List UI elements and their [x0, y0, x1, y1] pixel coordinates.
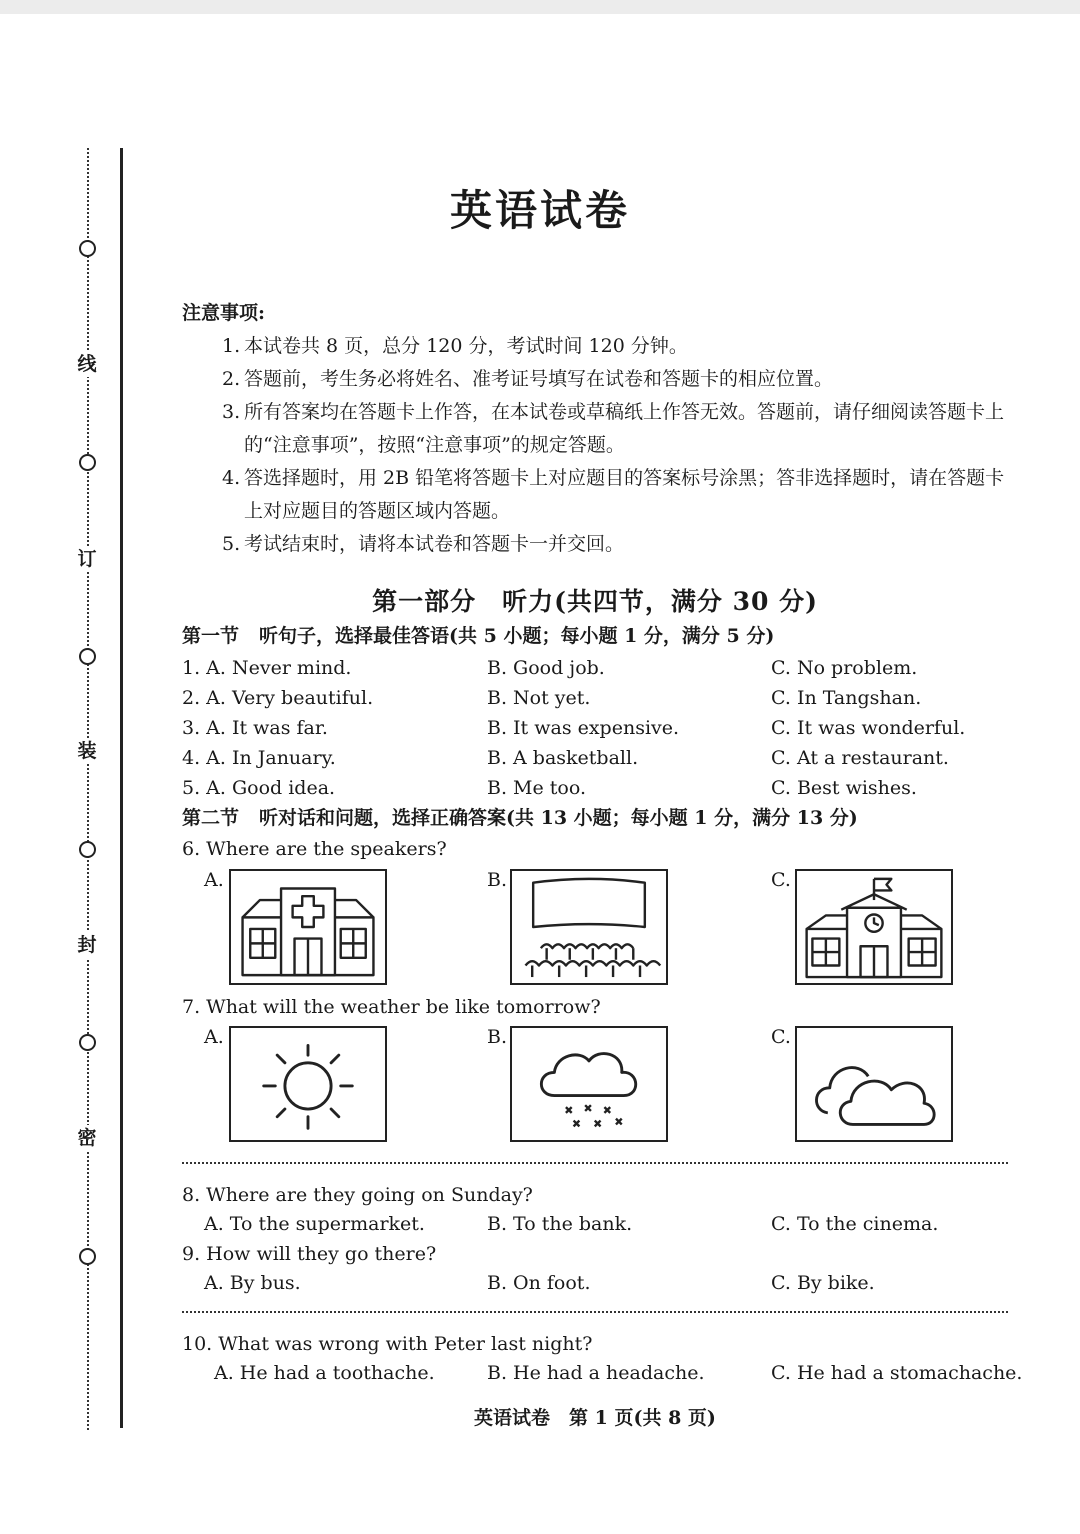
q6-letter-b: B.: [487, 869, 508, 891]
option-b: B. On foot.: [487, 1272, 591, 1294]
notes-heading: 注意事项:: [182, 302, 266, 324]
option-a: A. By bus.: [204, 1272, 301, 1294]
question-7: 7. What will the weather be like tomorrow?: [182, 996, 601, 1018]
note-text: 答选择题时，用 2B 铅笔将答题卡上对应题目的答案标号涂黑；答非选择题时，请在答题卡上对应题目的答题区域内答题。: [244, 467, 1005, 522]
binding-circle: [79, 841, 96, 858]
option-c: C. He had a stomachache.: [771, 1362, 1023, 1384]
q7-letter-c: C.: [771, 1026, 791, 1048]
cinema-icon: [512, 871, 666, 983]
section1-label: 第一节: [182, 625, 240, 647]
school-icon: [797, 871, 951, 983]
note-text: 本试卷共 8 页，总分 120 分，考试时间 120 分钟。: [244, 335, 688, 357]
section1-heading: [182, 622, 774, 650]
part1-heading: 第一部分 听力(共四节，满分 30 分): [372, 587, 818, 616]
question-9-options: [0, 1268, 1080, 1298]
section2-label: 第二节: [182, 807, 240, 829]
question-9: 9. How will they go there?: [182, 1243, 437, 1265]
note-number: 1.: [222, 335, 241, 357]
hospital-icon: [231, 871, 385, 983]
binding-char-mi: 密: [75, 1125, 99, 1151]
binding-char-ding: 订: [75, 546, 99, 572]
binding-circle: [79, 240, 96, 257]
note-text: 所有答案均在答题卡上作答，在本试卷或草稿纸上作答无效。答题前，请仔细阅读答题卡上的“注意事项”，按照“注意事项”的规定答题。: [244, 401, 1005, 456]
option-b: B. He had a headache.: [487, 1362, 705, 1384]
note-item: [182, 462, 1022, 528]
dotted-divider: [182, 1162, 1008, 1164]
question-10-options: [0, 1358, 1080, 1388]
question-10: 10. What was wrong with Peter last night?: [182, 1333, 593, 1355]
note-item: [182, 363, 1022, 396]
binding-char-xian: 线: [75, 351, 99, 377]
note-number: 2.: [222, 368, 241, 390]
note-text: 考试结束时，请将本试卷和答题卡一并交回。: [244, 533, 625, 555]
note-item: [182, 528, 1022, 561]
option-b: B. A basketball.: [487, 747, 639, 769]
option-b: B. It was expensive.: [487, 717, 680, 739]
snow-cloud-icon: [512, 1028, 666, 1140]
option-a: 3. A. It was far.: [182, 717, 328, 739]
option-a: A. He had a toothache.: [214, 1362, 435, 1384]
binding-circle: [79, 1248, 96, 1265]
note-number: 4.: [222, 467, 241, 489]
option-b: B. Good job.: [487, 657, 605, 679]
q6-option-c-image: [795, 869, 953, 985]
top-strip: [0, 0, 1080, 14]
option-a: 2. A. Very beautiful.: [182, 687, 374, 709]
question-row-2: [0, 683, 1080, 713]
question-8: 8. Where are they going on Sunday?: [182, 1184, 533, 1206]
option-c: C. At a restaurant.: [771, 747, 949, 769]
option-a: 4. A. In January.: [182, 747, 336, 769]
note-item: [182, 396, 1022, 462]
note-text: 答题前，考生务必将姓名、准考证号填写在试卷和答题卡的相应位置。: [244, 368, 834, 390]
question-row-5: [0, 773, 1080, 803]
option-b: B. To the bank.: [487, 1213, 633, 1235]
q6-option-a-image: [229, 869, 387, 985]
section2-heading: [182, 804, 858, 832]
question-8-options: [0, 1209, 1080, 1239]
option-c: C. In Tangshan.: [771, 687, 922, 709]
note-number: 3.: [222, 401, 241, 423]
note-item: [182, 330, 1022, 363]
q7-letter-a: A.: [204, 1026, 224, 1048]
notes-section: [182, 298, 1022, 561]
option-b: B. Me too.: [487, 777, 586, 799]
page-footer: 英语试卷 第 1 页(共 8 页): [474, 1407, 716, 1429]
exam-title: 英语试卷: [449, 186, 630, 235]
binding-circle: [79, 454, 96, 471]
section2-instructions: 听对话和问题，选择正确答案(共 13 小题；每小题 1 分，满分 13 分): [259, 807, 858, 829]
q6-letter-c: C.: [771, 869, 791, 891]
option-c: C. No problem.: [771, 657, 918, 679]
notes-list: [182, 330, 1022, 561]
option-a: 5. A. Good idea.: [182, 777, 336, 799]
section1-instructions: 听句子，选择最佳答语(共 5 小题；每小题 1 分，满分 5 分): [259, 625, 775, 647]
q7-letter-b: B.: [487, 1026, 508, 1048]
q6-option-b-image: [510, 869, 668, 985]
question-row-4: [0, 743, 1080, 773]
q7-option-a-image: [229, 1026, 387, 1142]
dotted-divider: [182, 1311, 1008, 1313]
q7-option-c-image: [795, 1026, 953, 1142]
option-c: C. To the cinema.: [771, 1213, 939, 1235]
question-6: 6. Where are the speakers?: [182, 838, 447, 860]
binding-circle: [79, 1034, 96, 1051]
sun-icon: [231, 1028, 385, 1140]
option-b: B. Not yet.: [487, 687, 591, 709]
question-row-3: [0, 713, 1080, 743]
binding-char-zhuang: 装: [75, 738, 99, 764]
note-number: 5.: [222, 533, 241, 555]
question-row-1: [0, 653, 1080, 683]
option-a: 1. A. Never mind.: [182, 657, 352, 679]
cloudy-icon: [797, 1028, 951, 1140]
option-a: A. To the supermarket.: [204, 1213, 425, 1235]
binding-char-feng: 封: [75, 932, 99, 958]
option-c: C. By bike.: [771, 1272, 875, 1294]
q6-letter-a: A.: [204, 869, 224, 891]
q7-option-b-image: [510, 1026, 668, 1142]
option-c: C. It was wonderful.: [771, 717, 966, 739]
option-c: C. Best wishes.: [771, 777, 917, 799]
